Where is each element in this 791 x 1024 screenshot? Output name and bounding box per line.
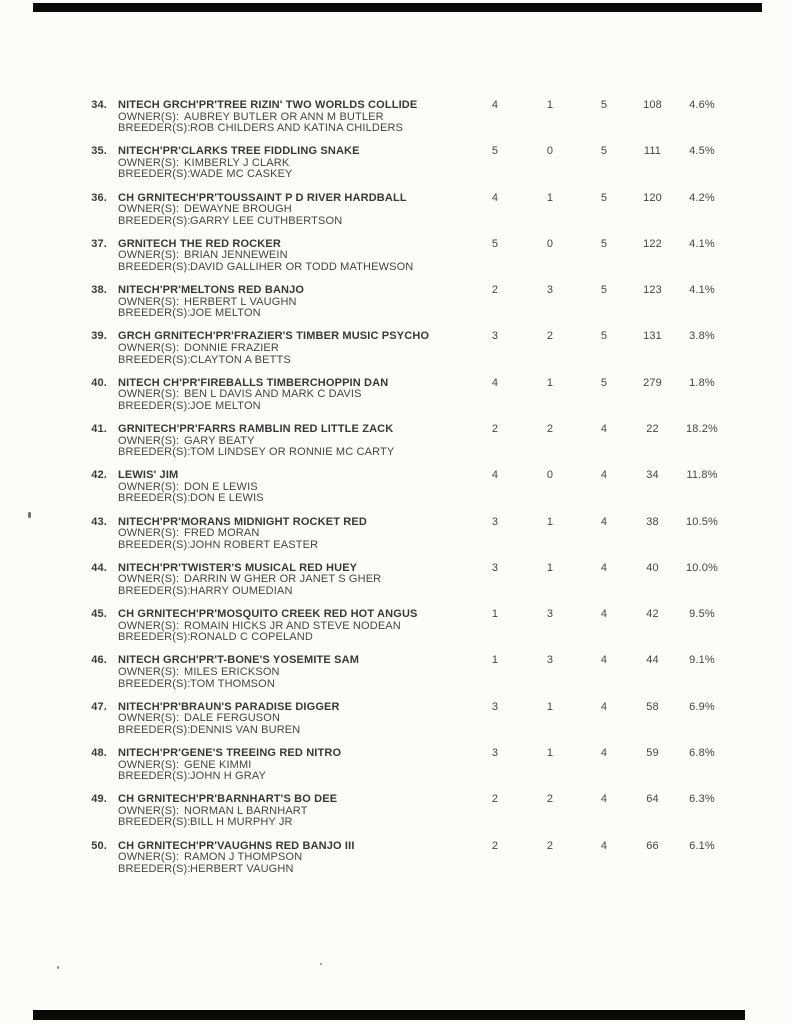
breeder-label: BREEDER(S): xyxy=(118,538,191,551)
entry-rank-number: 45. xyxy=(91,608,107,621)
entry-details xyxy=(118,193,470,228)
entry-rank-number: 46. xyxy=(91,654,107,667)
breeder-label: BREEDER(S): xyxy=(118,214,191,227)
stat-col-2: 2 xyxy=(546,793,554,806)
stat-col-1: 3 xyxy=(491,515,499,528)
entry-details xyxy=(118,470,470,505)
owner-value: AUBREY BUTLER OR ANN M BUTLER xyxy=(184,110,384,123)
owner-label: OWNER(S): xyxy=(118,480,180,493)
stat-col-4: 42 xyxy=(646,608,659,621)
stat-col-percent: 6.1% xyxy=(689,839,715,852)
breeder-value: JOE MELTON xyxy=(190,399,261,412)
owner-label: OWNER(S): xyxy=(118,851,180,864)
ranking-entry xyxy=(85,470,727,505)
stat-col-percent: 11.8% xyxy=(686,469,718,482)
breeder-line xyxy=(118,540,470,552)
breeder-label: BREEDER(S): xyxy=(118,631,191,644)
dog-name: CH GRNITECH'PR'BARNHART'S BO DEE xyxy=(118,793,338,806)
dog-name: NITECH'PR'GENE'S TREEING RED NITRO xyxy=(118,746,342,759)
stat-col-3: 4 xyxy=(600,515,608,528)
stat-col-3: 4 xyxy=(600,654,608,667)
entry-rank-number: 36. xyxy=(91,191,107,204)
dog-name: NITECH'PR'BRAUN'S PARADISE DIGGER xyxy=(118,700,340,713)
stat-col-1: 3 xyxy=(491,746,499,759)
stat-col-percent: 4.1% xyxy=(689,237,715,250)
breeder-value: DON E LEWIS xyxy=(190,492,264,505)
breeder-line xyxy=(118,169,470,181)
stat-col-4: 120 xyxy=(643,191,662,204)
breeder-value: WADE MC CASKEY xyxy=(190,168,293,181)
stat-col-1: 1 xyxy=(491,608,499,621)
stat-col-3: 4 xyxy=(600,422,608,435)
breeder-value: JOHN H GRAY xyxy=(190,770,267,783)
owner-value: DEWAYNE BROUGH xyxy=(184,203,292,216)
stat-col-2: 3 xyxy=(546,608,554,621)
owner-label: OWNER(S): xyxy=(118,342,180,354)
breeder-line xyxy=(118,401,470,413)
entry-details xyxy=(118,794,470,829)
ranking-entry xyxy=(85,285,727,320)
ranking-entry xyxy=(85,378,727,413)
stat-col-1: 4 xyxy=(491,376,499,389)
stat-col-4: 58 xyxy=(646,700,659,713)
scan-speck xyxy=(57,966,59,969)
owner-value: ROMAIN HICKS JR AND STEVE NODEAN xyxy=(184,619,401,632)
owner-label: OWNER(S): xyxy=(118,573,180,586)
breeder-label: BREEDER(S): xyxy=(118,307,191,320)
stat-col-2: 3 xyxy=(546,654,554,667)
stat-col-3: 4 xyxy=(600,561,608,574)
stat-col-4: 59 xyxy=(646,746,659,759)
entry-rank-number: 41. xyxy=(91,422,107,435)
stat-col-2: 1 xyxy=(546,561,554,574)
entry-details xyxy=(118,285,470,320)
breeder-value: HARRY OUMEDIAN xyxy=(190,585,293,597)
ranking-entry xyxy=(85,841,727,876)
breeder-value: GARRY LEE CUTHBERTSON xyxy=(190,214,343,227)
breeder-line xyxy=(118,308,470,320)
entry-rank-number: 48. xyxy=(91,746,107,759)
entry-rank-number: 39. xyxy=(91,330,107,343)
entry-details xyxy=(118,239,470,274)
stat-col-2: 0 xyxy=(546,237,554,250)
breeder-line xyxy=(118,586,470,598)
stat-col-percent: 4.6% xyxy=(689,99,715,111)
stat-col-2: 1 xyxy=(546,99,554,111)
breeder-label: BREEDER(S): xyxy=(118,261,191,274)
breeder-label: BREEDER(S): xyxy=(118,168,191,181)
stat-col-2: 3 xyxy=(546,284,554,297)
owner-label: OWNER(S): xyxy=(118,527,180,540)
entry-details xyxy=(118,100,470,135)
stat-col-3: 4 xyxy=(600,839,608,852)
ranking-entry xyxy=(85,655,727,690)
breeder-label: BREEDER(S): xyxy=(118,492,191,505)
stat-col-1: 3 xyxy=(491,561,499,574)
owner-label: OWNER(S): xyxy=(118,804,180,817)
stat-col-3: 5 xyxy=(600,237,608,250)
stat-col-2: 0 xyxy=(546,145,554,158)
stat-col-1: 2 xyxy=(491,422,499,435)
dog-name: CH GRNITECH'PR'TOUSSAINT P D RIVER HARDBALL xyxy=(118,191,407,204)
stat-col-percent: 6.9% xyxy=(689,700,715,713)
stat-col-percent: 18.2% xyxy=(686,422,718,435)
owner-value: BRIAN JENNEWEIN xyxy=(184,249,288,262)
stat-col-percent: 10.0% xyxy=(686,561,718,574)
breeder-value: CLAYTON A BETTS xyxy=(190,353,291,366)
dog-name: GRCH GRNITECH'PR'FRAZIER'S TIMBER MUSIC PSYCHO xyxy=(118,330,430,343)
stat-col-4: 44 xyxy=(646,654,659,667)
breeder-line xyxy=(118,262,470,274)
stat-col-4: 131 xyxy=(643,330,662,343)
dog-name: GRNITECH THE RED ROCKER xyxy=(118,237,281,250)
stat-col-percent: 3.8% xyxy=(689,330,715,343)
dog-name: LEWIS' JIM xyxy=(118,469,179,482)
breeder-label: BREEDER(S): xyxy=(118,446,191,459)
entry-rank-number: 42. xyxy=(91,469,107,482)
entry-rank-number: 37. xyxy=(91,237,107,250)
stat-col-1: 2 xyxy=(491,839,499,852)
breeder-value: TOM THOMSON xyxy=(190,677,275,690)
stat-col-4: 40 xyxy=(646,561,659,574)
entry-rank-number: 40. xyxy=(91,376,107,389)
entry-rank-number: 49. xyxy=(91,793,107,806)
breeder-value: RONALD C COPELAND xyxy=(190,631,313,644)
stat-col-percent: 9.1% xyxy=(689,654,715,667)
owner-label: OWNER(S): xyxy=(118,110,180,123)
owner-value: HERBERT L VAUGHN xyxy=(184,295,297,308)
entry-rank-number: 47. xyxy=(91,700,107,713)
scan-artifact-bottom-bar xyxy=(33,1010,745,1020)
entry-details xyxy=(118,609,470,644)
stat-col-3: 4 xyxy=(600,469,608,482)
dog-name: NITECH'PR'MELTONS RED BANJO xyxy=(118,284,305,297)
breeder-label: BREEDER(S): xyxy=(118,816,191,829)
breeder-line xyxy=(118,679,470,691)
breeder-value: JOHN ROBERT EASTER xyxy=(190,538,319,551)
stat-col-percent: 1.8% xyxy=(689,376,715,389)
entry-rank-number: 44. xyxy=(91,561,107,574)
ranking-entry xyxy=(85,794,727,829)
owner-value: DARRIN W GHER OR JANET S GHER xyxy=(184,573,382,586)
breeder-value: JOE MELTON xyxy=(190,307,261,320)
stat-col-2: 2 xyxy=(546,422,554,435)
stat-col-4: 34 xyxy=(646,469,659,482)
ranking-entry xyxy=(85,239,727,274)
breeder-value: TOM LINDSEY OR RONNIE MC CARTY xyxy=(190,446,395,459)
stat-col-2: 1 xyxy=(546,191,554,204)
breeder-line xyxy=(118,123,470,135)
owner-label: OWNER(S): xyxy=(118,156,180,169)
stat-col-4: 123 xyxy=(643,284,662,297)
entry-details xyxy=(118,655,470,690)
breeder-line xyxy=(118,493,470,505)
breeder-label: BREEDER(S): xyxy=(118,122,191,135)
breeder-value: ROB CHILDERS AND KATINA CHILDERS xyxy=(190,122,404,135)
owner-label: OWNER(S): xyxy=(118,249,180,262)
owner-label: OWNER(S): xyxy=(118,712,180,725)
stat-col-1: 3 xyxy=(491,700,499,713)
stat-col-1: 4 xyxy=(491,99,499,111)
entry-rank-number: 34. xyxy=(91,99,107,111)
stat-col-1: 2 xyxy=(491,793,499,806)
stat-col-percent: 4.2% xyxy=(689,191,715,204)
owner-value: GARY BEATY xyxy=(184,434,255,447)
dog-ranking-list xyxy=(85,100,727,887)
stat-col-3: 5 xyxy=(600,145,608,158)
stat-col-1: 3 xyxy=(491,330,499,343)
stat-col-4: 38 xyxy=(646,515,659,528)
stat-col-3: 4 xyxy=(600,608,608,621)
stat-col-1: 5 xyxy=(491,237,499,250)
stat-col-4: 122 xyxy=(643,237,662,250)
stat-col-2: 1 xyxy=(546,515,554,528)
stat-col-1: 5 xyxy=(491,145,499,158)
ranking-entry xyxy=(85,609,727,644)
entry-details xyxy=(118,702,470,737)
entry-details xyxy=(118,331,470,366)
entry-rank-number: 38. xyxy=(91,284,107,297)
ranking-entry xyxy=(85,193,727,228)
dog-name: NITECH GRCH'PR'TREE RIZIN' TWO WORLDS COLLIDE xyxy=(118,99,418,111)
owner-value: FRED MORAN xyxy=(184,527,260,540)
breeder-line xyxy=(118,817,470,829)
stat-col-4: 279 xyxy=(643,376,662,389)
owner-value: KIMBERLY J CLARK xyxy=(184,156,290,169)
owner-value: GENE KIMMI xyxy=(184,758,252,771)
dog-name: CH GRNITECH'PR'MOSQUITO CREEK RED HOT ANGUS xyxy=(118,608,418,621)
owner-line xyxy=(118,852,470,864)
breeder-line xyxy=(118,355,470,367)
stat-col-3: 5 xyxy=(600,99,608,111)
owner-label: OWNER(S): xyxy=(118,434,180,447)
ranking-entry xyxy=(85,563,727,598)
stat-col-2: 1 xyxy=(546,376,554,389)
entry-details xyxy=(118,748,470,783)
entry-rank-number: 43. xyxy=(91,515,107,528)
owner-line xyxy=(118,667,470,679)
breeder-label: BREEDER(S): xyxy=(118,353,191,366)
owner-label: OWNER(S): xyxy=(118,619,180,632)
stat-col-3: 5 xyxy=(600,284,608,297)
stat-col-1: 1 xyxy=(491,654,499,667)
entry-details xyxy=(118,841,470,876)
stat-col-3: 4 xyxy=(600,746,608,759)
ranking-entry xyxy=(85,331,727,366)
breeder-label: BREEDER(S): xyxy=(118,862,191,875)
ranking-entry xyxy=(85,100,727,135)
stat-col-3: 5 xyxy=(600,376,608,389)
stat-col-percent: 10.5% xyxy=(686,515,718,528)
owner-label: OWNER(S): xyxy=(118,758,180,771)
entry-rank-number: 50. xyxy=(91,839,107,852)
stat-col-2: 1 xyxy=(546,746,554,759)
breeder-line xyxy=(118,632,470,644)
owner-value: MILES ERICKSON xyxy=(184,665,280,678)
stat-col-4: 22 xyxy=(646,422,659,435)
ranking-entry xyxy=(85,748,727,783)
owner-value: DALE FERGUSON xyxy=(184,712,281,725)
breeder-value: BILL H MURPHY JR xyxy=(190,816,293,829)
dog-name: NITECH CH'PR'FIREBALLS TIMBERCHOPPIN DAN xyxy=(118,376,389,389)
breeder-line xyxy=(118,725,470,737)
stat-col-3: 4 xyxy=(600,700,608,713)
stat-col-4: 111 xyxy=(643,145,662,158)
breeder-line xyxy=(118,771,470,783)
scan-speck xyxy=(28,512,31,518)
stat-col-1: 4 xyxy=(491,191,499,204)
stat-col-2: 0 xyxy=(546,469,554,482)
ranking-entry xyxy=(85,702,727,737)
breeder-line xyxy=(118,216,470,228)
stat-col-percent: 6.8% xyxy=(689,746,715,759)
stat-col-1: 4 xyxy=(491,469,499,482)
entry-details xyxy=(118,378,470,413)
ranking-entry xyxy=(85,146,727,181)
dog-name: NITECH GRCH'PR'T-BONE'S YOSEMITE SAM xyxy=(118,654,360,667)
stat-col-4: 108 xyxy=(643,99,662,111)
entry-details xyxy=(118,517,470,552)
breeder-label: BREEDER(S): xyxy=(118,770,191,783)
ranking-entry xyxy=(85,517,727,552)
entry-details xyxy=(118,424,470,459)
stat-col-1: 2 xyxy=(491,284,499,297)
dog-name: NITECH'PR'MORANS MIDNIGHT ROCKET RED xyxy=(118,515,367,528)
dog-name: CH GRNITECH'PR'VAUGHNS RED BANJO III xyxy=(118,839,355,852)
owner-value: DON E LEWIS xyxy=(184,480,258,493)
scan-artifact-top-bar xyxy=(33,3,762,12)
owner-label: OWNER(S): xyxy=(118,388,180,401)
breeder-label: BREEDER(S): xyxy=(118,399,191,412)
dog-name: NITECH'PR'CLARKS TREE FIDDLING SNAKE xyxy=(118,145,360,158)
dog-name: GRNITECH'PR'FARRS RAMBLIN RED LITTLE ZACK xyxy=(118,422,394,435)
ranking-entry xyxy=(85,424,727,459)
owner-value: RAMON J THOMPSON xyxy=(184,851,303,864)
stat-col-percent: 4.5% xyxy=(689,145,715,158)
stat-col-4: 66 xyxy=(646,839,659,852)
stat-col-2: 2 xyxy=(546,839,554,852)
stat-col-3: 4 xyxy=(600,793,608,806)
breeder-line xyxy=(118,864,470,876)
stat-col-percent: 6.3% xyxy=(689,793,715,806)
stat-col-2: 1 xyxy=(546,700,554,713)
entry-details xyxy=(118,563,470,598)
breeder-line xyxy=(118,447,470,459)
owner-label: OWNER(S): xyxy=(118,203,180,216)
owner-label: OWNER(S): xyxy=(118,295,180,308)
stat-col-3: 5 xyxy=(600,330,608,343)
dog-name: NITECH'PR'TWISTER'S MUSICAL RED HUEY xyxy=(118,561,358,574)
breeder-value: DENNIS VAN BUREN xyxy=(190,723,301,736)
owner-value: NORMAN L BARNHART xyxy=(184,804,308,817)
breeder-label: BREEDER(S): xyxy=(118,585,191,597)
entry-rank-number: 35. xyxy=(91,145,107,158)
scan-speck xyxy=(320,963,322,965)
breeder-value: DAVID GALLIHER OR TODD MATHEWSON xyxy=(190,261,414,274)
stat-col-2: 2 xyxy=(546,330,554,343)
breeder-value: HERBERT VAUGHN xyxy=(190,862,294,875)
stat-col-3: 5 xyxy=(600,191,608,204)
owner-label: OWNER(S): xyxy=(118,665,180,678)
owner-value: DONNIE FRAZIER xyxy=(184,342,279,354)
stat-col-percent: 9.5% xyxy=(689,608,715,621)
breeder-label: BREEDER(S): xyxy=(118,677,191,690)
stat-col-4: 64 xyxy=(646,793,659,806)
owner-value: BEN L DAVIS AND MARK C DAVIS xyxy=(184,388,362,401)
breeder-label: BREEDER(S): xyxy=(118,723,191,736)
stat-col-percent: 4.1% xyxy=(689,284,715,297)
owner-line xyxy=(118,343,470,355)
entry-details xyxy=(118,146,470,181)
